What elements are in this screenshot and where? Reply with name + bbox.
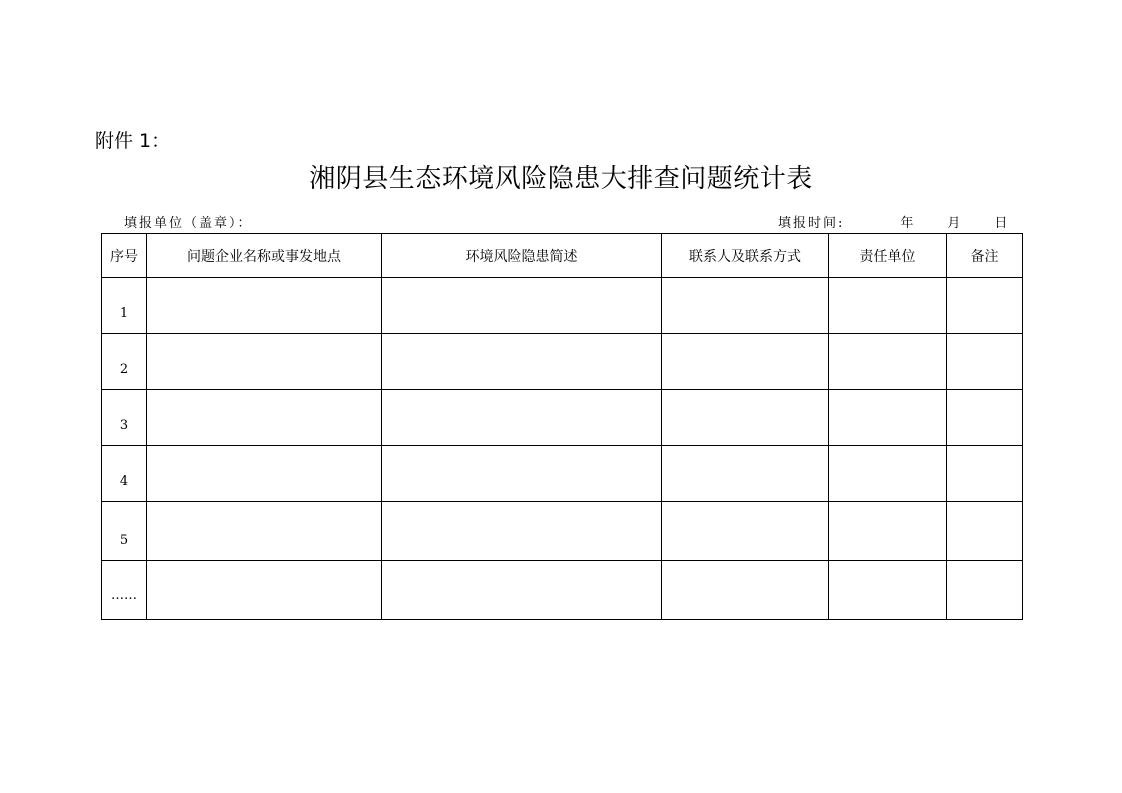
table-row xyxy=(102,334,1023,390)
fill-time-line xyxy=(778,212,1009,231)
description-cell[interactable] xyxy=(382,561,662,620)
remarks-cell[interactable] xyxy=(947,502,1023,561)
row-number: …… xyxy=(102,561,147,620)
issue-statistics-table xyxy=(101,233,1023,620)
table-header-row xyxy=(102,234,1023,278)
company-cell[interactable] xyxy=(147,278,382,334)
row-number: 3 xyxy=(102,390,147,446)
year-label: 年 xyxy=(900,216,916,231)
contact-cell[interactable] xyxy=(662,561,829,620)
contact-cell[interactable] xyxy=(662,446,829,502)
header-cell-company: 问题企业名称或事发地点 xyxy=(147,234,382,278)
fill-unit-label: 填报单位（盖章）： xyxy=(124,216,253,231)
contact-cell[interactable] xyxy=(662,502,829,561)
table-row xyxy=(102,561,1023,620)
company-cell[interactable] xyxy=(147,561,382,620)
remarks-cell[interactable] xyxy=(947,334,1023,390)
table-row xyxy=(102,390,1023,446)
contact-cell[interactable] xyxy=(662,278,829,334)
month-label: 月 xyxy=(947,216,963,231)
description-cell[interactable] xyxy=(382,502,662,561)
remarks-cell[interactable] xyxy=(947,390,1023,446)
company-cell[interactable] xyxy=(147,334,382,390)
row-number: 1 xyxy=(102,278,147,334)
description-cell[interactable] xyxy=(382,278,662,334)
row-number: 2 xyxy=(102,334,147,390)
table-row xyxy=(102,502,1023,561)
day-label: 日 xyxy=(994,216,1010,231)
responsible-unit-cell[interactable] xyxy=(829,278,947,334)
header-cell-remarks: 备注 xyxy=(947,234,1023,278)
row-number: 4 xyxy=(102,446,147,502)
responsible-unit-cell[interactable] xyxy=(829,502,947,561)
remarks-cell[interactable] xyxy=(947,446,1023,502)
remarks-cell[interactable] xyxy=(947,561,1023,620)
company-cell[interactable] xyxy=(147,446,382,502)
header-cell-responsible-unit: 责任单位 xyxy=(829,234,947,278)
company-cell[interactable] xyxy=(147,390,382,446)
company-cell[interactable] xyxy=(147,502,382,561)
page-title: 湘阴县生态环境风险隐患大排查问题统计表 xyxy=(309,164,813,194)
remarks-cell[interactable] xyxy=(947,278,1023,334)
fill-time-label: 填报时间: xyxy=(778,216,845,231)
header-cell-description: 环境风险隐患简述 xyxy=(382,234,662,278)
attachment-label: 附件 1： xyxy=(95,130,171,152)
description-cell[interactable] xyxy=(382,390,662,446)
table-row xyxy=(102,278,1023,334)
responsible-unit-cell[interactable] xyxy=(829,390,947,446)
responsible-unit-cell[interactable] xyxy=(829,446,947,502)
table-row xyxy=(102,446,1023,502)
responsible-unit-cell[interactable] xyxy=(829,334,947,390)
contact-cell[interactable] xyxy=(662,390,829,446)
description-cell[interactable] xyxy=(382,446,662,502)
header-cell-serial: 序号 xyxy=(102,234,147,278)
contact-cell[interactable] xyxy=(662,334,829,390)
header-cell-contact: 联系人及联系方式 xyxy=(662,234,829,278)
responsible-unit-cell[interactable] xyxy=(829,561,947,620)
description-cell[interactable] xyxy=(382,334,662,390)
row-number: 5 xyxy=(102,502,147,561)
